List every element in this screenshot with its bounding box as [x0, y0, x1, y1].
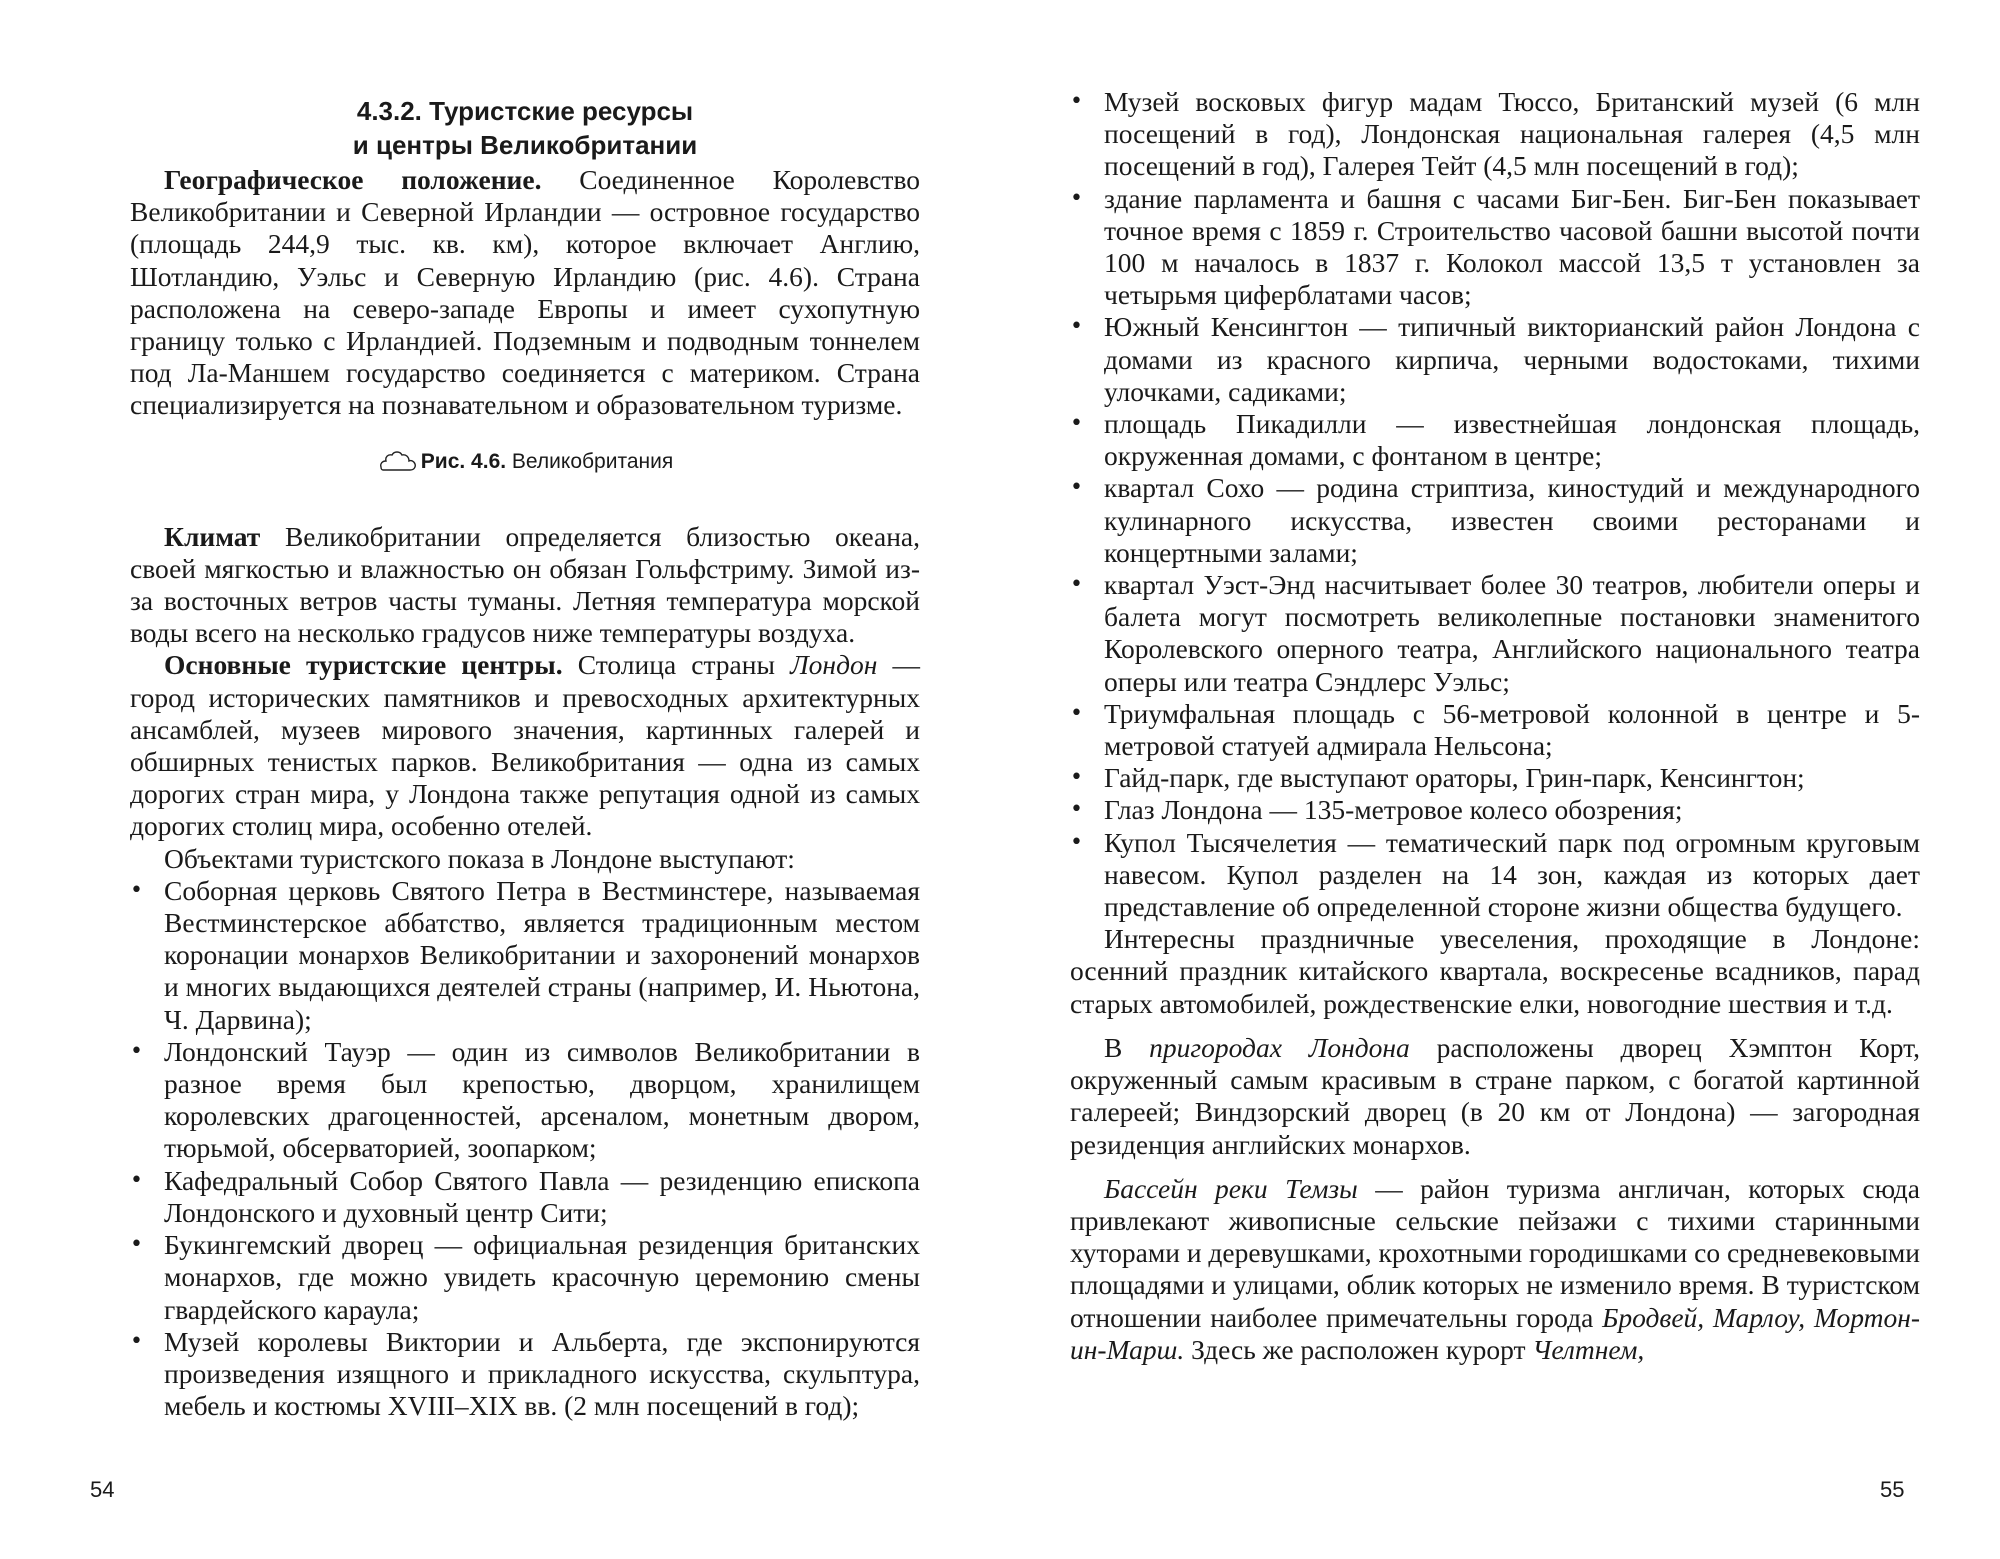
list-item: • Глаз Лондона — 135-метровое колесо обозрения;: [1070, 794, 1920, 826]
figure-caption: [130, 448, 920, 481]
right-bullet-list: [1070, 86, 1920, 923]
list-item: • Кафедральный Собор Святого Павла — резиденцию епископа Лондонского и духовный центр Сити;: [130, 1165, 920, 1229]
london-italic: Лондон: [790, 649, 878, 681]
heading-line-2: и центры Великобритании: [352, 130, 698, 160]
page-number-right: 55: [1880, 1477, 1905, 1502]
thames-text-a: — район туризма англичан, которых сюда привлекают живописные сельские пейзажи с тихими старинными хуторами и деревушками, крохотными городишками со средневековыми площадями и улицами, облик которых не изменило время. В туристском отношении наиболее примечательны города: [1070, 1172, 1920, 1333]
centers-paragraph: [130, 649, 920, 842]
geography-lead: Географическое положение.: [164, 164, 542, 195]
objects-intro: Объектами туристского показа в Лондоне выступают:: [164, 842, 795, 874]
list-item: • Купол Тысячелетия — тематический парк под огромным круговым навесом. Купол разделен на 14 зон, каждая из которых дает представление об определенной стороне жизни общества будущего.: [1070, 827, 1920, 924]
suburbs-text-b: расположены дворец Хэмптон Корт, окруженный самым красивым в стране парком, с богатой картинной галереей; Виндзорский дворец (в 20 км от Лондона) — загородная резиденция английских монархов.: [1070, 1031, 1921, 1160]
list-item: • квартал Уэст-Энд насчитывает более 30 театров, любители оперы и балета могут посмотреть великолепные постановки знаменитого Королевского оперного театра, Английского национального театра оперы или театра Сэндлерс Уэльс;: [1070, 569, 1920, 698]
suburbs-paragraph: [1070, 1032, 1920, 1161]
left-bullet-list: [130, 875, 920, 1422]
figure-title: Великобритания: [506, 449, 674, 473]
cloud-icon: [377, 449, 417, 481]
geography-text: Соединенное Королевство Великобритании и Северной Ирландии — островное государство (площадь 244,9 тыс. кв. км), которое включает Англию, Шотландию, Уэльс и Северную Ирландию (рис. 4.6). Страна расположена на северо-западе Европы и имеет сухопутную границу только с Ирландией. Подземным и подводным тоннелем под Ла-Маншем государство соединяется с материком. Страна специализируется на познавательном и образовательном туризме.: [130, 164, 920, 421]
list-item: • Южный Кенсингтон — типичный викторианский район Лондона с домами из красного кирпича, черными водостоками, тихими улочками, садиками;: [1070, 311, 1920, 408]
thames-text-b: Здесь же расположен курорт: [1184, 1333, 1533, 1365]
list-item: • здание парламента и башня с часами Биг-Бен. Биг-Бен показывает точное время с 1859 г. Строительство часовой башни высотой почти 100 м началось в 1837 г. Колокол массой 13,5 т установлен за четырьмя циферблатами часов;: [1070, 183, 1920, 312]
list-item: • площадь Пикадилли — известнейшая лондонская площадь, окруженная домами, с фонтаном в центре;: [1070, 408, 1920, 472]
list-item: • Триумфальная площадь с 56-метровой колонной в центре и 5-метровой статуей адмирала Нельсона;: [1070, 698, 1920, 762]
thames-paragraph: [1070, 1173, 1920, 1366]
section-heading: [130, 94, 920, 162]
list-item: • Букингемский дворец — официальная резиденция британских монархов, где можно увидеть красочную церемонию смены гвардейского караула;: [130, 1229, 920, 1326]
right-column: [1070, 86, 1920, 1366]
page-number-left: 54: [90, 1477, 115, 1502]
suburbs-italic: пригородах Лондона: [1149, 1031, 1410, 1063]
thames-italic: Бассейн реки Темзы: [1104, 1172, 1358, 1204]
geography-paragraph: [130, 164, 920, 422]
list-item: • Музей восковых фигур мадам Тюссо, Британский музей (6 млн посещений в год), Лондонская национальная галерея (4,5 млн посещений в год), Галерея Тейт (4,5 млн посещений в год);: [1070, 86, 1920, 183]
centers-text-a: Столица страны: [562, 649, 791, 681]
right-page: [1000, 0, 2000, 1559]
centers-text-b: — город исторических памятников и превосходных архитектурных ансамблей, музеев мирового значения, картинных галерей и обширных тенистых парков. Великобритания — одна из самых дорогих стран мира, у Лондона также репутация одной из самых дорогих столиц мира, особенно отелей.: [130, 649, 920, 842]
list-item: • Музей королевы Виктории и Альберта, где экспонируются произведения изящного и прикладного искусства, скульптура, мебель и костюмы XVIII–XIX вв. (2 млн посещений в год);: [130, 1326, 920, 1423]
figure-label: Рис. 4.6.: [420, 449, 507, 473]
climate-lead: Климат: [164, 520, 261, 552]
suburbs-text-a: В: [1104, 1031, 1150, 1063]
heading-line-1: 4.3.2. Туристские ресурсы: [356, 96, 694, 126]
climate-text: Великобритании определяется близостью океана, своей мягкостью и влажностью он обязан Гольфстриму. Зимой из-за восточных ветров часты туманы. Летняя температура морской воды всего на несколько градусов ниже температуры воздуха.: [130, 520, 920, 649]
left-column: [130, 90, 920, 1422]
list-item: • квартал Сохо — родина стриптиза, киностудий и международного кулинарного искусства, известен своими ресторанами и концертными залами;: [1070, 472, 1920, 569]
list-item: • Гайд-парк, где выступают ораторы, Грин-парк, Кенсингтон;: [1070, 762, 1920, 794]
cheltenham-italic: Челтнем,: [1532, 1333, 1645, 1365]
festivities-paragraph: Интересны праздничные увеселения, проходящие в Лондоне: осенний праздник китайского квартала, воскресенье всадников, парад старых автомобилей, рождественские елки, новогодние шествия и т.д.: [1070, 923, 1920, 1019]
climate-paragraph: [130, 521, 920, 650]
centers-lead: Основные туристские центры.: [164, 649, 563, 681]
towns-italic: Бродвей, Марлоу, Мортон-ин-Марш.: [1070, 1301, 1921, 1365]
list-item: • Соборная церковь Святого Петра в Вестминстере, называемая Вестминстерское аббатство, является традиционным местом коронации монархов Великобритании и захоронений монархов и многих выдающихся деятелей страны (например, И. Ньютона, Ч. Дарвина);: [130, 875, 920, 1036]
list-item: • Лондонский Тауэр — один из символов Великобритании в разное время был крепостью, дворцом, хранилищем королевских драгоценностей, арсеналом, монетным двором, тюрьмой, обсерваторией, зоопарком;: [130, 1036, 920, 1165]
